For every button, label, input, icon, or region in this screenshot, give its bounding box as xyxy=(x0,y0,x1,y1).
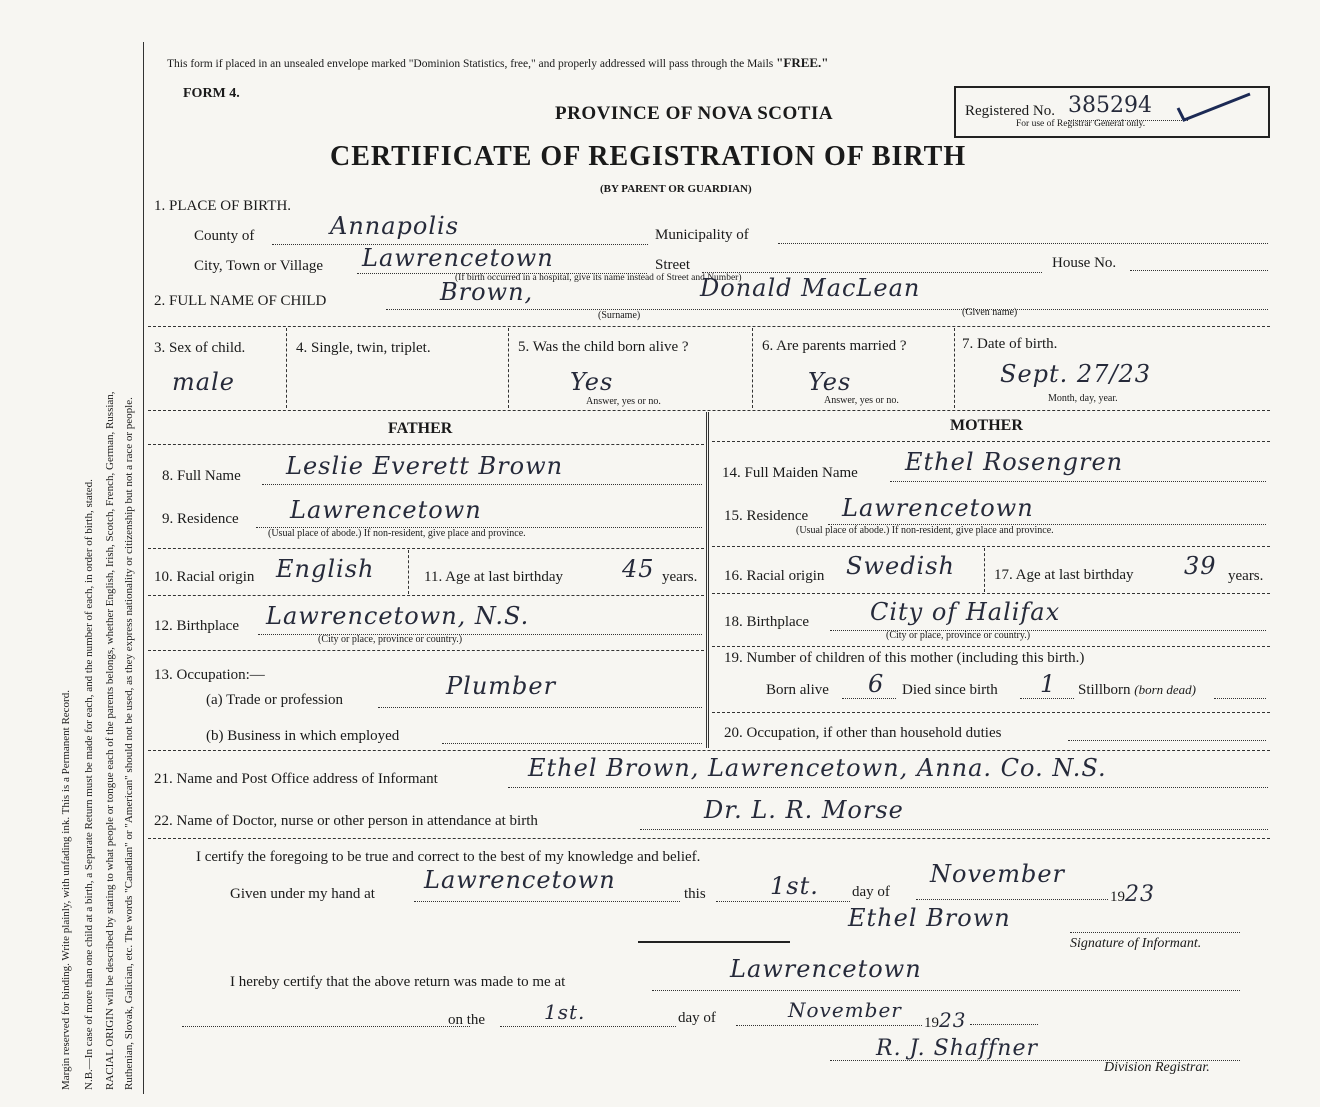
mother-children-label: 19. Number of children of this mother (including this birth.) xyxy=(724,650,1085,666)
father-name-value: Leslie Everett Brown xyxy=(286,452,564,480)
certificate-title: CERTIFICATE OF REGISTRATION OF BIRTH xyxy=(330,141,967,172)
mother-residence-label: 15. Residence xyxy=(724,508,809,524)
father-residence-value: Lawrencetown xyxy=(290,496,482,524)
mother-age-value: 39 xyxy=(1184,552,1217,580)
county-value: Annapolis xyxy=(330,212,460,240)
given-day-label: day of xyxy=(852,884,890,900)
registrar-place: Lawrencetown xyxy=(730,955,922,983)
died-since-birth-count: 1 xyxy=(1040,670,1057,698)
certification-statement: I certify the foregoing to be true and correct to the best of my knowledge and belief. xyxy=(196,849,701,865)
father-name-label: 8. Full Name xyxy=(162,468,241,484)
doctor-value: Dr. L. R. Morse xyxy=(704,796,904,824)
father-trade-label: (a) Trade or profession xyxy=(206,692,344,708)
registrar-day-value: 1st. xyxy=(544,1000,586,1024)
city-label: City, Town or Village xyxy=(194,258,324,274)
city-value: Lawrencetown xyxy=(362,244,554,272)
stillborn-label: Stillborn (born dead) xyxy=(1078,682,1197,698)
divider-row-3 xyxy=(148,326,1270,327)
born-alive-label: Born alive xyxy=(766,682,829,698)
registrar-month-value: November xyxy=(788,998,902,1022)
registered-value: 385294 xyxy=(1068,93,1152,118)
separator-rule xyxy=(638,941,790,943)
father-age-years: years. xyxy=(662,569,698,585)
informant-signature-caption: Signature of Informant. xyxy=(1070,936,1202,951)
certificate-subtitle: (BY PARENT OR GUARDIAN) xyxy=(600,183,752,195)
street-label: Street xyxy=(655,257,690,273)
registered-number-box xyxy=(954,86,1270,138)
mother-age-label: 17. Age at last birthday xyxy=(994,567,1134,583)
born-alive-answer: Yes xyxy=(570,368,614,396)
mother-residence-caption: (Usual place of abode.) If non-resident, give place and province. xyxy=(796,525,1054,536)
parents-married-label: 6. Are parents married ? xyxy=(762,338,907,354)
registrar-caption: Division Registrar. xyxy=(1104,1060,1210,1075)
registrar-day-label: day of xyxy=(678,1010,716,1026)
mother-racial-value: Swedish xyxy=(846,552,955,580)
place-of-birth-heading: 1. PLACE OF BIRTH. xyxy=(154,198,292,214)
sex-label: 3. Sex of child. xyxy=(154,340,246,356)
mail-note: This form if placed in an unsealed envelope marked "Dominion Statistics, free," and properly addressed will pass through the Mails "FREE." xyxy=(167,55,829,70)
father-heading: FATHER xyxy=(388,420,453,437)
father-business-label: (b) Business in which employed xyxy=(206,728,400,744)
parents-married-caption: Answer, yes or no. xyxy=(824,395,899,406)
born-alive-count: 6 xyxy=(868,670,885,698)
informant-signature: Ethel Brown xyxy=(848,904,1011,932)
registrar-note: For use of Registrar General only. xyxy=(1016,119,1146,129)
county-label: County of xyxy=(194,228,255,244)
parents-column-divider xyxy=(706,412,709,748)
registrar-signature: R. J. Shaffner xyxy=(876,1036,1038,1061)
margin-note-racial-origin: RACIAL ORIGIN will be described by stating to what people or tongue each of the parents belongs, whether English, Irish, Scotch, French, German, Russian, xyxy=(104,391,116,1090)
form-number: FORM 4. xyxy=(183,86,240,101)
mother-birthplace-value: City of Halifax xyxy=(870,598,1061,626)
father-trade-value: Plumber xyxy=(446,672,557,700)
municipality-label: Municipality of xyxy=(655,227,749,243)
mother-racial-label: 16. Racial origin xyxy=(724,568,825,584)
margin-note-multiple-births: N.B.—In case of more than one child at a birth, a Separate Return must be made for each, and the number of each, in order of birth, stated. xyxy=(83,479,95,1090)
registrar-statement: I hereby certify that the above return was made to me at xyxy=(230,974,566,990)
father-residence-label: 9. Residence xyxy=(162,511,239,527)
father-birthplace-value: Lawrencetown, N.S. xyxy=(266,602,530,630)
father-racial-value: English xyxy=(276,555,375,583)
father-birthplace-label: 12. Birthplace xyxy=(154,618,239,634)
given-month-value: November xyxy=(930,860,1066,888)
date-of-birth-value: Sept. 27/23 xyxy=(1000,360,1152,388)
died-since-birth-label: Died since birth xyxy=(902,682,998,698)
father-age-label: 11. Age at last birthday xyxy=(424,569,563,585)
registrar-year: 1923 xyxy=(924,1008,967,1032)
registered-label: Registered No. xyxy=(965,103,1055,119)
binding-margin-line xyxy=(143,42,144,1094)
mother-birthplace-label: 18. Birthplace xyxy=(724,614,809,630)
check-mark-icon xyxy=(1174,90,1254,124)
mother-birthplace-caption: (City or place, province or country.) xyxy=(886,630,1031,641)
father-birthplace-caption: (City or place, province or country.) xyxy=(318,634,463,645)
sex-value: male xyxy=(172,368,235,396)
on-the-label: on the xyxy=(448,1012,486,1028)
child-surname-value: Brown, xyxy=(440,278,534,306)
given-at-place: Lawrencetown xyxy=(424,866,616,894)
date-of-birth-label: 7. Date of birth. xyxy=(962,336,1058,352)
mother-age-years: years. xyxy=(1228,568,1264,584)
mother-heading: MOTHER xyxy=(950,417,1023,434)
father-age-value: 45 xyxy=(622,555,655,583)
given-year: 1923 xyxy=(1110,882,1155,907)
this-label: this xyxy=(684,886,706,902)
given-day-value: 1st. xyxy=(770,872,819,900)
born-alive-caption: Answer, yes or no. xyxy=(586,396,661,407)
parents-married-answer: Yes xyxy=(808,368,852,396)
informant-value: Ethel Brown, Lawrencetown, Anna. Co. N.S. xyxy=(528,754,1107,782)
given-name-caption: (Given name) xyxy=(962,307,1018,318)
father-racial-label: 10. Racial origin xyxy=(154,569,255,585)
child-given-name-value: Donald MacLean xyxy=(700,274,921,302)
divider-parents xyxy=(148,410,1270,411)
margin-note-racial-origin-cont: Ruthenian, Slovak, Galician, etc. The words "Canadian" or "American" should not be used, as they express nationality or citizenship but not a race or people. xyxy=(123,397,135,1090)
mother-occupation-label: 20. Occupation, if other than household duties xyxy=(724,725,1002,741)
child-name-label: 2. FULL NAME OF CHILD xyxy=(154,293,327,309)
father-occupation-label: 13. Occupation:— xyxy=(154,667,265,683)
mother-name-label: 14. Full Maiden Name xyxy=(722,465,858,481)
margin-note-binding: Margin reserved for binding. Write plainly, with unfading ink. This is a Permanent Record. xyxy=(60,690,72,1090)
house-number-label: House No. xyxy=(1052,255,1117,271)
street-note: (If birth occurred in a hospital, give its name instead of Street and Number) xyxy=(455,273,742,283)
plurality-label: 4. Single, twin, triplet. xyxy=(296,340,431,356)
father-residence-caption: (Usual place of abode.) If non-resident, give place and province. xyxy=(268,528,526,539)
given-at-label: Given under my hand at xyxy=(230,886,375,902)
province-heading: PROVINCE OF NOVA SCOTIA xyxy=(555,103,834,124)
doctor-label: 22. Name of Doctor, nurse or other person in attendance at birth xyxy=(154,813,538,829)
mother-residence-value: Lawrencetown xyxy=(842,494,1034,522)
informant-label: 21. Name and Post Office address of Informant xyxy=(154,771,438,787)
mother-name-value: Ethel Rosengren xyxy=(905,448,1124,476)
born-alive-question-label: 5. Was the child born alive ? xyxy=(518,339,689,355)
surname-caption: (Surname) xyxy=(598,310,641,321)
date-of-birth-caption: Month, day, year. xyxy=(1048,393,1118,404)
